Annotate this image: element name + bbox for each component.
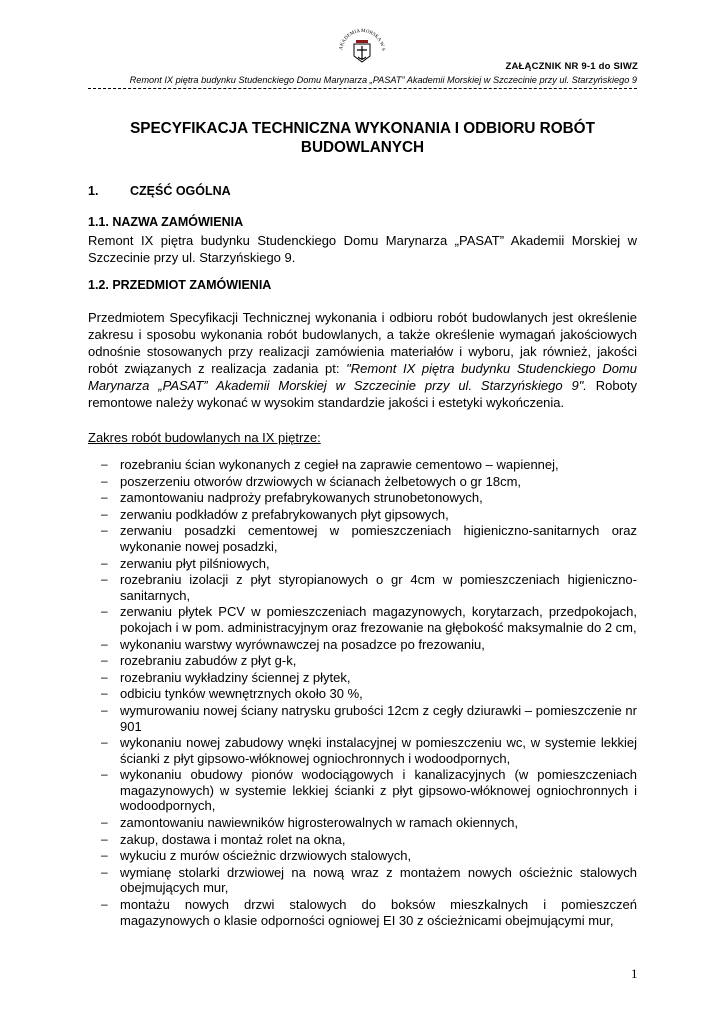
- section-1-2-task-title: "Remont IX piętra budynku Studenckiego Domu Marynarza „PASAT” Akademii Morskiej w Szczecinie przy ul. Starzyńskiego 9".: [88, 361, 637, 393]
- dash-bullet-icon: –: [101, 686, 108, 701]
- list-item-text: wykonaniu nowej zabudowy wnęki instalacyjnej w pomieszczeniu wc, w systemie lekkiej ścianki z płyt gipsowo-włóknowej ogniochronnych i wodoodpornych,: [120, 735, 637, 766]
- header-subtitle: Remont IX piętra budynku Studenckiego Domu Marynarza „PASAT” Akademii Morskiej w Szczecinie przy ul. Starzyńskiego 9: [129, 75, 637, 85]
- dash-bullet-icon: –: [101, 864, 108, 879]
- section-1-title: CZĘŚĆ OGÓLNA: [130, 184, 231, 198]
- list-item: [88, 703, 637, 734]
- list-item: [88, 653, 637, 669]
- list-item-text: zamontowaniu nawiewników higrosterowalnych w ramach okiennych,: [120, 815, 519, 831]
- dash-bullet-icon: –: [101, 831, 108, 846]
- list-item-text: wykonaniu warstwy wyrównawczej na posadzce po frezowaniu,: [120, 636, 485, 652]
- list-item: [88, 637, 637, 653]
- list-item-text: rozebraniu zabudów z płyt g-k,: [120, 653, 297, 669]
- dash-bullet-icon: –: [101, 604, 108, 619]
- title-line-1: SPECYFIKACJA TECHNICZNA WYKONANIA I ODBIORU ROBÓT: [130, 120, 595, 137]
- dash-bullet-icon: –: [101, 636, 108, 651]
- list-item: [88, 815, 637, 831]
- list-item: [88, 735, 637, 766]
- list-item-text: wykuciu z murów ościeżnic drzwiowych stalowych,: [120, 848, 412, 864]
- section-1-heading: [88, 184, 231, 198]
- section-1-1-text: Remont IX piętra budynku Studenckiego Domu Marynarza „PASAT” Akademii Morskiej w Szczecinie przy ul. Starzyńskiego 9.: [88, 233, 637, 265]
- dash-bullet-icon: –: [101, 848, 108, 863]
- list-item: [88, 832, 637, 848]
- dash-bullet-icon: –: [101, 473, 108, 488]
- attachment-label: ZAŁĄCZNIK NR 9-1 do SIWZ: [505, 61, 638, 72]
- list-item-text: rozebraniu ścian wykonanych z cegieł na zaprawie cementowo – wapiennej,: [120, 457, 559, 472]
- list-item-text: poszerzeniu otworów drzwiowych w ścianach żelbetowych o gr 18cm,: [120, 473, 522, 489]
- list-item-text: zerwaniu posadzki cementowej w pomieszczeniach higieniczno-sanitarnych oraz wykonanie nowej posadzki,: [120, 523, 637, 554]
- dash-bullet-icon: –: [101, 653, 108, 668]
- list-item: [88, 556, 637, 572]
- list-item: [88, 767, 637, 814]
- dash-bullet-icon: –: [101, 572, 108, 587]
- dash-bullet-icon: –: [101, 767, 108, 782]
- list-item: [88, 670, 637, 686]
- list-item: [88, 474, 637, 490]
- dash-bullet-icon: –: [101, 897, 108, 912]
- list-item: [88, 457, 637, 473]
- seal-text: AKADEMIA MORSKA W S: [339, 28, 385, 52]
- section-1-2-text-a: Przedmiotem Specyfikacji Technicznej wykonania i odbioru robót budowlanych jest określenie zakresu i sposobu wykonania robót budowlanych, a także określenie wymagań jakościowych odnośnie stosowanych przy realizacji zamówienia materiałów i wyboru, jak również, jakości robót związanych z realizacja zadania pt:: [88, 310, 637, 376]
- dash-bullet-icon: –: [101, 555, 108, 570]
- svg-text:AKADEMIA MORSKA W SZCZECINIE: [332, 22, 385, 51]
- list-item-text: zerwaniu podkładów z prefabrykowanych płyt gipsowych,: [120, 506, 449, 522]
- list-item-text: montażu nowych drzwi stalowych do boksów mieszkalnych i pomieszczeń magazynowych o klasie odporności ogniowej EI 30 z ościeżnicami obejmującymi mur,: [120, 897, 637, 928]
- list-item: [88, 507, 637, 523]
- section-1-1-heading: 1.1. NAZWA ZAMÓWIENIA: [88, 215, 244, 229]
- list-item: [88, 572, 637, 603]
- list-item-text: odbiciu tynków wewnętrznych około 30 %,: [120, 686, 363, 702]
- page-number: 1: [631, 966, 638, 981]
- list-item-text: wykonaniu obudowy pionów wodociągowych i kanalizacyjnych (w pomieszczeniach magazynowych) w systemie lekkiej ścianki z płyt gipsowo-włóknowej ogniochronnych i wodoodpornych,: [120, 767, 637, 814]
- dash-bullet-icon: –: [101, 457, 108, 471]
- section-1-2-text-b: Roboty remontowe należy wykonać w wysokim standardzie jakości i estetyki wykończenia.: [88, 378, 637, 410]
- section-1-2-heading: 1.2. PRZEDMIOT ZAMÓWIENIA: [88, 278, 272, 292]
- list-item: [88, 848, 637, 864]
- dash-bullet-icon: –: [101, 506, 108, 521]
- dash-bullet-icon: –: [101, 523, 108, 538]
- list-item: [88, 897, 637, 928]
- dash-bullet-icon: –: [101, 490, 108, 505]
- title-line-2: BUDOWLANYCH: [300, 139, 425, 156]
- document-title: [88, 119, 637, 157]
- academy-seal-logo: [332, 22, 392, 74]
- dash-bullet-icon: –: [101, 735, 108, 750]
- section-1-number: 1.: [88, 184, 99, 198]
- list-item: [88, 865, 637, 896]
- list-item-text: wymurowaniu nowej ściany natrysku grubości 12cm z cegły dziurawki – pomieszczenie nr 901: [120, 702, 637, 734]
- list-item-text: zakup, dostawa i montaż rolet na okna,: [120, 831, 346, 847]
- scope-list: [88, 457, 637, 929]
- dash-bullet-icon: –: [101, 815, 108, 830]
- list-item: [88, 686, 637, 702]
- list-item-text: zerwaniu płytek PCV w pomieszczeniach magazynowych, korytarzach, przedpokojach, pokojach i w pom. administracyjnym oraz frezowanie na głębokość maksymalnie do 2 cm,: [120, 604, 637, 635]
- dash-bullet-icon: –: [101, 702, 108, 717]
- list-item: [88, 604, 637, 635]
- list-item: [88, 490, 637, 506]
- dash-bullet-icon: –: [101, 669, 108, 684]
- list-item: [88, 523, 637, 554]
- list-item-text: wymianę stolarki drzwiowej na nową wraz z montażem nowych ościeżnic stalowych obejmujących mur,: [120, 864, 637, 896]
- list-item-text: rozebraniu izolacji z płyt styropianowych o gr 4cm w pomieszczeniach higieniczno-sanitarnych,: [120, 572, 637, 603]
- list-item-text: zamontowaniu nadproży prefabrykowanych strunobetonowych,: [120, 490, 483, 506]
- header-divider: [88, 88, 637, 89]
- list-item-text: zerwaniu płyt pilśniowych,: [120, 555, 270, 571]
- section-1-2-text: [88, 309, 637, 411]
- scope-heading: Zakres robót budowlanych na IX piętrze:: [88, 430, 321, 445]
- list-item-text: rozebraniu wykładziny ściennej z płytek,: [120, 669, 351, 685]
